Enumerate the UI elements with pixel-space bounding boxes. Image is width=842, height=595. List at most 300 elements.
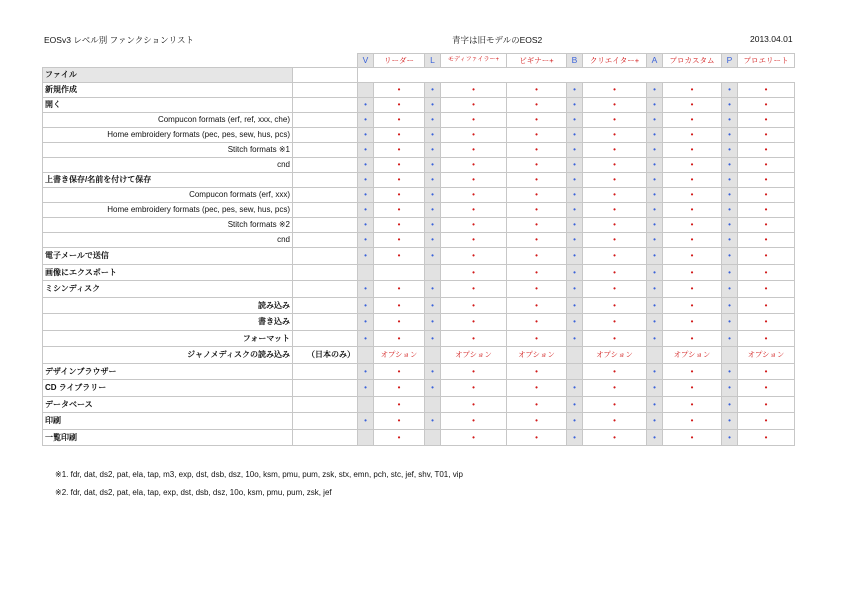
mark-cell: • — [647, 233, 663, 248]
mark-cell: • — [567, 98, 583, 113]
mark-cell: • — [507, 128, 567, 143]
mark-cell: • — [374, 314, 425, 331]
mark-cell: • — [663, 330, 722, 347]
mark-cell: • — [663, 218, 722, 233]
row-note — [293, 330, 358, 347]
row-label: ファイル — [43, 68, 293, 83]
mark-cell: • — [358, 281, 374, 298]
mark-cell: • — [663, 281, 722, 298]
mark-cell: • — [507, 233, 567, 248]
mark-cell: • — [583, 203, 647, 218]
mark-cell: • — [663, 233, 722, 248]
mark-cell — [358, 347, 374, 364]
mark-cell: • — [738, 330, 795, 347]
mark-cell: • — [738, 83, 795, 98]
mark-cell: • — [738, 113, 795, 128]
mark-cell: • — [358, 218, 374, 233]
table-row — [43, 218, 795, 233]
mark-cell: • — [738, 143, 795, 158]
mark-cell: • — [738, 264, 795, 281]
mark-cell: • — [507, 113, 567, 128]
mark-cell: • — [722, 264, 738, 281]
mark-cell: • — [358, 380, 374, 397]
mark-cell: • — [358, 98, 374, 113]
mark-cell — [567, 347, 583, 364]
mark-cell: • — [647, 363, 663, 380]
mark-cell: • — [738, 98, 795, 113]
function-table — [42, 53, 795, 446]
mark-cell: • — [738, 281, 795, 298]
mark-cell: • — [663, 158, 722, 173]
mark-cell: • — [647, 173, 663, 188]
table-row — [43, 173, 795, 188]
mark-cell: • — [722, 248, 738, 265]
option-cell: オプション — [507, 347, 567, 364]
mark-cell: • — [738, 248, 795, 265]
mark-cell — [425, 429, 441, 446]
mark-cell: • — [583, 380, 647, 397]
mark-cell: • — [722, 98, 738, 113]
row-note — [293, 173, 358, 188]
mark-cell: • — [583, 233, 647, 248]
mark-cell: • — [441, 330, 507, 347]
mark-cell: • — [567, 281, 583, 298]
table-row — [43, 113, 795, 128]
mark-cell: • — [583, 314, 647, 331]
mark-cell: • — [738, 297, 795, 314]
mark-cell: • — [583, 330, 647, 347]
mark-cell: • — [567, 429, 583, 446]
row-label: 上書き保存/名前を付けて保存 — [43, 173, 293, 188]
row-label: CD ライブラリー — [43, 380, 293, 397]
table-row — [43, 128, 795, 143]
mark-cell: • — [374, 330, 425, 347]
mark-cell: • — [567, 83, 583, 98]
row-note — [293, 429, 358, 446]
column-header: モディファイラー+ — [441, 54, 507, 68]
mark-cell: • — [358, 330, 374, 347]
row-note — [293, 113, 358, 128]
mark-cell: • — [441, 188, 507, 203]
mark-cell: • — [647, 203, 663, 218]
mark-cell: • — [722, 281, 738, 298]
mark-cell: • — [507, 248, 567, 265]
mark-cell: • — [358, 314, 374, 331]
row-note — [293, 380, 358, 397]
mark-cell: • — [507, 297, 567, 314]
mark-cell — [358, 83, 374, 98]
table-row — [43, 143, 795, 158]
mark-cell: • — [425, 297, 441, 314]
mark-cell: • — [441, 173, 507, 188]
table-row — [43, 264, 795, 281]
mark-cell: • — [374, 233, 425, 248]
table-row — [43, 330, 795, 347]
mark-cell: • — [647, 188, 663, 203]
row-label: Stitch formats ※1 — [43, 143, 293, 158]
mark-cell: • — [738, 173, 795, 188]
mark-cell: • — [507, 363, 567, 380]
mark-cell: • — [722, 158, 738, 173]
mark-cell: • — [738, 363, 795, 380]
row-note — [293, 297, 358, 314]
mark-cell: • — [507, 314, 567, 331]
mark-cell: • — [663, 143, 722, 158]
mark-cell — [425, 396, 441, 413]
row-note — [293, 396, 358, 413]
table-row — [43, 281, 795, 298]
mark-cell: • — [425, 203, 441, 218]
mark-cell: • — [567, 264, 583, 281]
mark-cell: • — [647, 429, 663, 446]
header-blank — [43, 54, 293, 68]
mark-cell — [425, 264, 441, 281]
mark-cell: • — [507, 429, 567, 446]
mark-cell: • — [567, 330, 583, 347]
row-note — [293, 143, 358, 158]
mark-cell: • — [647, 158, 663, 173]
row-label: Compucon formats (erf, xxx) — [43, 188, 293, 203]
mark-cell: • — [567, 188, 583, 203]
mark-cell: • — [507, 158, 567, 173]
mark-cell: • — [358, 363, 374, 380]
row-note — [293, 188, 358, 203]
mark-cell: • — [441, 297, 507, 314]
mark-cell: • — [567, 113, 583, 128]
mark-cell: • — [425, 363, 441, 380]
mark-cell: • — [441, 363, 507, 380]
column-header: プロエリート — [738, 54, 795, 68]
mark-cell: • — [663, 173, 722, 188]
mark-cell: • — [567, 233, 583, 248]
mark-cell: • — [722, 330, 738, 347]
table-row — [43, 396, 795, 413]
mark-cell: • — [647, 380, 663, 397]
column-header: A — [647, 54, 663, 68]
table-row — [43, 429, 795, 446]
mark-cell: • — [507, 188, 567, 203]
mark-cell: • — [425, 380, 441, 397]
mark-cell: • — [358, 158, 374, 173]
mark-cell: • — [583, 83, 647, 98]
mark-cell: • — [441, 143, 507, 158]
mark-cell: • — [374, 98, 425, 113]
option-cell: オプション — [663, 347, 722, 364]
row-label: cnd — [43, 233, 293, 248]
mark-cell: • — [647, 396, 663, 413]
mark-cell: • — [583, 98, 647, 113]
table-row — [43, 363, 795, 380]
mark-cell: • — [374, 113, 425, 128]
mark-cell: • — [647, 281, 663, 298]
document-title: EOSv3 レベル別 ファンクションリスト — [44, 35, 194, 45]
mark-cell: • — [358, 233, 374, 248]
mark-cell: • — [358, 413, 374, 430]
mark-cell: • — [358, 143, 374, 158]
footnote-2: ※2. fdr, dat, ds2, pat, ela, tap, exp, dst, dsb, dsz, 10o, ksm, pmu, pum, zsk, jef — [55, 488, 332, 497]
table-row — [43, 413, 795, 430]
mark-cell: • — [663, 203, 722, 218]
section-filler — [358, 68, 795, 83]
mark-cell: • — [567, 218, 583, 233]
table-row — [43, 203, 795, 218]
mark-cell: • — [583, 128, 647, 143]
row-label: 一覧印刷 — [43, 429, 293, 446]
option-cell: オプション — [441, 347, 507, 364]
mark-cell: • — [583, 218, 647, 233]
row-label: 画像にエクスポート — [43, 264, 293, 281]
mark-cell: • — [738, 218, 795, 233]
mark-cell: • — [738, 233, 795, 248]
mark-cell: • — [583, 143, 647, 158]
mark-cell — [358, 429, 374, 446]
mark-cell: • — [567, 248, 583, 265]
mark-cell: • — [663, 188, 722, 203]
mark-cell: • — [441, 248, 507, 265]
mark-cell: • — [647, 113, 663, 128]
row-label: Home embroidery formats (pec, pes, sew, hus, pcs) — [43, 203, 293, 218]
mark-cell: • — [441, 128, 507, 143]
mark-cell: • — [441, 203, 507, 218]
table-row — [43, 314, 795, 331]
mark-cell: • — [567, 297, 583, 314]
row-label: 新規作成 — [43, 83, 293, 98]
mark-cell: • — [663, 297, 722, 314]
mark-cell: • — [722, 173, 738, 188]
mark-cell: • — [722, 128, 738, 143]
row-note — [293, 98, 358, 113]
mark-cell: • — [358, 203, 374, 218]
mark-cell: • — [425, 113, 441, 128]
mark-cell: • — [425, 188, 441, 203]
mark-cell: • — [441, 113, 507, 128]
mark-cell: • — [358, 188, 374, 203]
mark-cell — [374, 264, 425, 281]
mark-cell: • — [738, 203, 795, 218]
mark-cell: • — [507, 264, 567, 281]
mark-cell: • — [663, 264, 722, 281]
column-header: L — [425, 54, 441, 68]
mark-cell: • — [425, 330, 441, 347]
mark-cell — [358, 264, 374, 281]
table-row — [43, 98, 795, 113]
column-header: クリエイター+ — [583, 54, 647, 68]
mark-cell: • — [374, 128, 425, 143]
mark-cell: • — [425, 98, 441, 113]
mark-cell: • — [358, 173, 374, 188]
row-note — [293, 281, 358, 298]
mark-cell: • — [722, 314, 738, 331]
row-label: デザインブラウザー — [43, 363, 293, 380]
table-row — [43, 158, 795, 173]
mark-cell: • — [647, 248, 663, 265]
row-note: （日本のみ） — [293, 347, 358, 364]
mark-cell: • — [583, 429, 647, 446]
mark-cell: • — [425, 248, 441, 265]
mark-cell: • — [374, 413, 425, 430]
mark-cell: • — [425, 413, 441, 430]
mark-cell: • — [663, 98, 722, 113]
mark-cell: • — [358, 113, 374, 128]
mark-cell: • — [441, 98, 507, 113]
row-note — [293, 233, 358, 248]
table-row — [43, 297, 795, 314]
mark-cell: • — [374, 158, 425, 173]
mark-cell: • — [663, 429, 722, 446]
row-note — [293, 314, 358, 331]
mark-cell: • — [663, 314, 722, 331]
mark-cell — [647, 347, 663, 364]
column-header: V — [358, 54, 374, 68]
mark-cell: • — [507, 380, 567, 397]
column-header: プロカスタム — [663, 54, 722, 68]
mark-cell: • — [374, 380, 425, 397]
mark-cell: • — [441, 380, 507, 397]
mark-cell: • — [425, 83, 441, 98]
row-label: 読み込み — [43, 297, 293, 314]
table-row — [43, 347, 795, 364]
row-note — [293, 158, 358, 173]
mark-cell: • — [374, 396, 425, 413]
mark-cell: • — [583, 396, 647, 413]
mark-cell: • — [441, 233, 507, 248]
mark-cell: • — [567, 314, 583, 331]
header-blank — [293, 54, 358, 68]
mark-cell: • — [738, 158, 795, 173]
mark-cell: • — [374, 281, 425, 298]
mark-cell: • — [722, 429, 738, 446]
mark-cell: • — [425, 158, 441, 173]
row-label: Home embroidery formats (pec, pes, sew, hus, pcs) — [43, 128, 293, 143]
mark-cell: • — [663, 363, 722, 380]
mark-cell: • — [425, 143, 441, 158]
column-header: P — [722, 54, 738, 68]
mark-cell: • — [722, 297, 738, 314]
row-note — [293, 83, 358, 98]
mark-cell: • — [647, 264, 663, 281]
row-note — [293, 68, 358, 83]
row-note — [293, 248, 358, 265]
mark-cell: • — [738, 188, 795, 203]
row-note — [293, 218, 358, 233]
option-cell: オプション — [583, 347, 647, 364]
table-row — [43, 233, 795, 248]
mark-cell — [358, 396, 374, 413]
mark-cell: • — [567, 380, 583, 397]
mark-cell: • — [722, 83, 738, 98]
mark-cell: • — [441, 218, 507, 233]
mark-cell: • — [507, 396, 567, 413]
mark-cell: • — [722, 143, 738, 158]
table-row — [43, 248, 795, 265]
row-label: Stitch formats ※2 — [43, 218, 293, 233]
mark-cell: • — [425, 128, 441, 143]
column-header-row — [43, 54, 795, 68]
mark-cell: • — [374, 297, 425, 314]
row-note — [293, 128, 358, 143]
mark-cell: • — [738, 429, 795, 446]
row-label: cnd — [43, 158, 293, 173]
mark-cell: • — [722, 188, 738, 203]
mark-cell: • — [507, 173, 567, 188]
mark-cell: • — [647, 297, 663, 314]
mark-cell: • — [722, 396, 738, 413]
mark-cell: • — [647, 98, 663, 113]
mark-cell: • — [567, 128, 583, 143]
mark-cell: • — [722, 363, 738, 380]
row-note — [293, 264, 358, 281]
row-label: ミシンディスク — [43, 281, 293, 298]
mark-cell: • — [425, 281, 441, 298]
mark-cell: • — [663, 83, 722, 98]
mark-cell: • — [663, 380, 722, 397]
mark-cell: • — [583, 363, 647, 380]
mark-cell: • — [374, 363, 425, 380]
mark-cell: • — [507, 330, 567, 347]
mark-cell: • — [647, 218, 663, 233]
mark-cell: • — [722, 218, 738, 233]
mark-cell: • — [722, 233, 738, 248]
column-header: ビギナー+ — [507, 54, 567, 68]
column-header: リーダー — [374, 54, 425, 68]
column-header: B — [567, 54, 583, 68]
mark-cell: • — [567, 203, 583, 218]
row-label: Compucon formats (erf, ref, xxx, che) — [43, 113, 293, 128]
mark-cell: • — [647, 83, 663, 98]
mark-cell: • — [663, 113, 722, 128]
mark-cell — [567, 363, 583, 380]
option-cell: オプション — [738, 347, 795, 364]
mark-cell: • — [358, 297, 374, 314]
mark-cell: • — [425, 314, 441, 331]
mark-cell: • — [441, 83, 507, 98]
legend-note: 青字は旧モデルのEOS2 — [452, 35, 543, 45]
document-date: 2013.04.01 — [750, 34, 793, 44]
mark-cell: • — [425, 233, 441, 248]
footnote-1: ※1. fdr, dat, ds2, pat, ela, tap, m3, exp, dst, dsb, dsz, 10o, ksm, pmu, pum, zsk, stx, emn, pch, stc, jef, shv, T01, vip — [55, 470, 463, 479]
row-note — [293, 363, 358, 380]
mark-cell: • — [647, 128, 663, 143]
mark-cell: • — [507, 83, 567, 98]
mark-cell: • — [738, 314, 795, 331]
option-cell: オプション — [374, 347, 425, 364]
mark-cell: • — [567, 396, 583, 413]
table-row — [43, 188, 795, 203]
mark-cell: • — [583, 188, 647, 203]
mark-cell: • — [441, 429, 507, 446]
mark-cell: • — [722, 113, 738, 128]
mark-cell: • — [374, 188, 425, 203]
mark-cell: • — [647, 314, 663, 331]
row-label: データベース — [43, 396, 293, 413]
mark-cell: • — [441, 396, 507, 413]
mark-cell: • — [583, 113, 647, 128]
mark-cell: • — [507, 218, 567, 233]
mark-cell: • — [663, 396, 722, 413]
mark-cell: • — [583, 158, 647, 173]
mark-cell: • — [507, 143, 567, 158]
mark-cell: • — [441, 264, 507, 281]
mark-cell: • — [663, 413, 722, 430]
mark-cell: • — [738, 396, 795, 413]
mark-cell: • — [583, 264, 647, 281]
mark-cell: • — [722, 413, 738, 430]
mark-cell: • — [663, 248, 722, 265]
mark-cell: • — [507, 98, 567, 113]
mark-cell: • — [647, 330, 663, 347]
mark-cell: • — [374, 83, 425, 98]
row-label: フォーマット — [43, 330, 293, 347]
